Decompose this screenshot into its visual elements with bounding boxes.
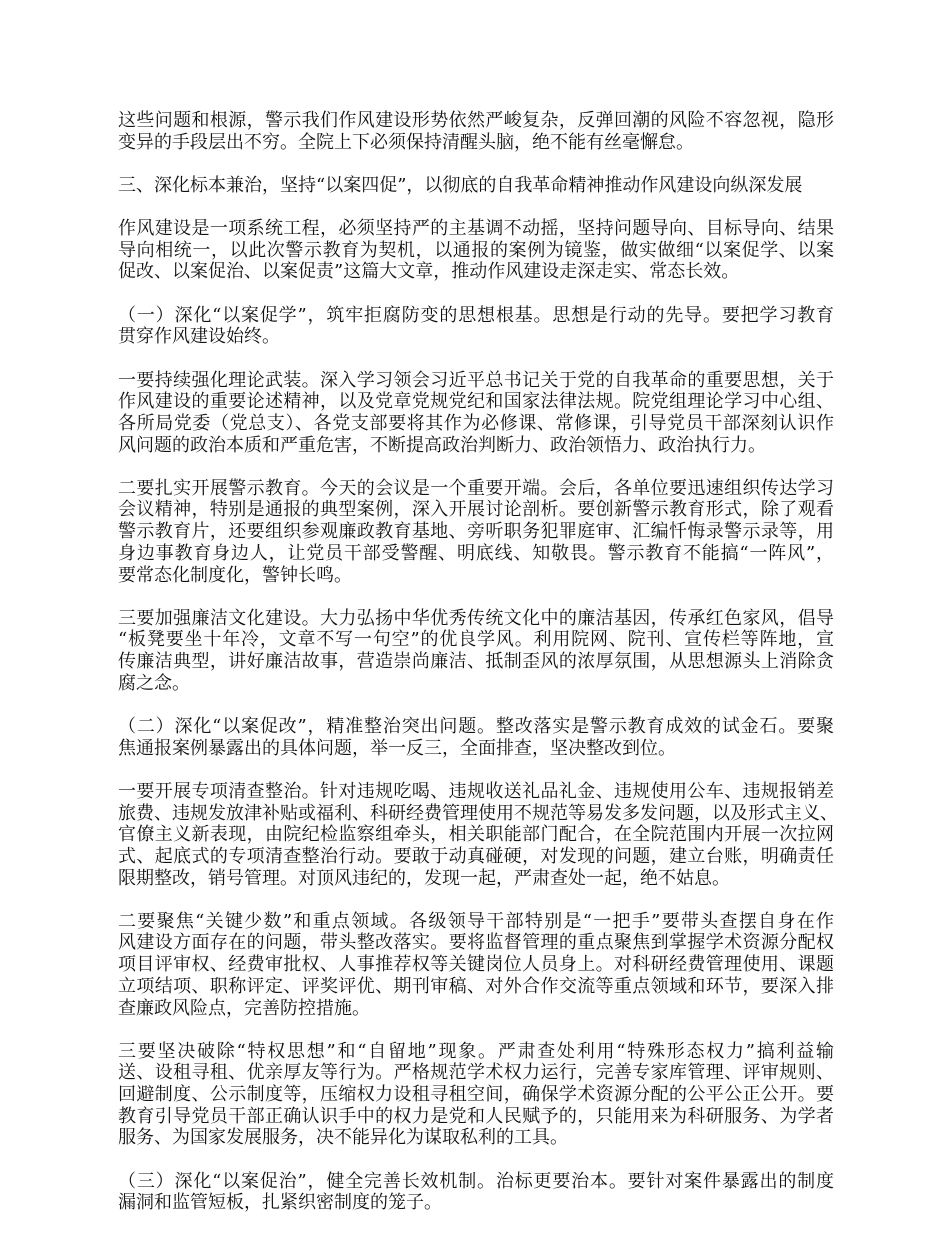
paragraph — [118, 1171, 834, 1214]
text-line: 促改、以案促治、以案促责”这篇大文章，推动作风建设走深走实、常态长效。 — [118, 261, 740, 283]
paragraph — [118, 911, 834, 1019]
text-line: 导向相统一，以此次警示教育为契机，以通报的案例为镜鉴，做实做细“以案促学、以案 — [118, 239, 834, 261]
text-line: 二要聚焦“关键少数”和重点领域。各级领导干部特别是“一把手”要带头查摆自身在作 — [118, 910, 834, 932]
text-line: 传廉洁典型，讲好廉洁故事，营造崇尚廉洁、抵制歪风的浓厚氛围，从思想源头上消除贪 — [118, 651, 834, 673]
text-line: 服务、为国家发展服务，决不能异化为谋取私利的工具。 — [118, 1127, 568, 1149]
text-line: 二要扎实开展警示教育。今天的会议是一个重要开端。会后，各单位要迅速组织传达学习 — [118, 477, 834, 499]
text-line: 三要坚决破除“特权思想”和“自留地”现象。严肃查处利用“特殊形态权力”搞利益输 — [118, 1040, 834, 1062]
text-line: 官僚主义新表现，由院纪检监察组牵头，相关职能部门配合，在全院范围内开展一次拉网 — [118, 824, 834, 846]
text-line: 三、深化标本兼治，坚持“以案四促”，以彻底的自我革命精神推动作风建设向纵深发展 — [118, 174, 803, 196]
text-line: 式、起底式的专项清查整治行动。要敢于动真碰硬，对发现的问题，建立台账，明确责任 — [118, 845, 834, 867]
text-line: 一要开展专项清查整治。针对违规吃喝、违规收送礼品礼金、违规使用公车、违规报销差 — [118, 780, 834, 802]
text-line: 教育引导党员干部正确认识手中的权力是党和人民赋予的，只能用来为科研服务、为学者 — [118, 1105, 834, 1127]
text-line: 要常态化制度化，警钟长鸣。 — [118, 564, 352, 586]
paragraph — [118, 478, 834, 586]
text-line: （二）深化“以案促改”，精准整治突出问题。整改落实是警示教育成效的试金石。要聚 — [118, 715, 834, 737]
paragraph — [118, 218, 834, 283]
text-line: 各所局党委（党总支）、各党支部要将其作为必修课、常修课，引导党员干部深刻认识作 — [118, 412, 834, 434]
text-line: 限期整改，销号管理。对顶风违纪的，发现一起，严肃查处一起，绝不姑息。 — [118, 867, 730, 889]
text-line: 风建设方面存在的问题，带头整改落实。要将监督管理的重点聚焦到掌握学术资源分配权 — [118, 932, 834, 954]
text-line: 旅费、违规发放津补贴或福利、科研经费管理使用不规范等易发多发问题，以及形式主义、 — [118, 802, 838, 824]
text-line: 这些问题和根源，警示我们作风建设形势依然严峻复杂，反弹回潮的风险不容忽视，隐形 — [118, 110, 834, 131]
text-line: 漏洞和监管短板，扎紧织密制度的笼子。 — [118, 1192, 442, 1214]
text-line: 送、设租寻租、优亲厚友等行为。严格规范学术权力运行，完善专家库管理、评审规则、 — [118, 1062, 834, 1084]
text-line: 作风建设是一项系统工程，必须坚持严的主基调不动摇，坚持问题导向、目标导向、结果 — [118, 218, 834, 240]
paragraph — [118, 305, 834, 348]
text-line: 回避制度、公示制度等，压缩权力设租寻租空间，确保学术资源分配的公平公正公开。要 — [118, 1084, 834, 1106]
paragraph — [118, 608, 834, 695]
text-line: 焦通报案例暴露出的具体问题，举一反三，全面排查，坚决整改到位。 — [118, 737, 676, 759]
text-line: 三要加强廉洁文化建设。大力弘扬中华优秀传统文化中的廉洁基因，传承红色家风，倡导 — [118, 607, 834, 629]
paragraph — [118, 110, 834, 153]
document-body — [118, 110, 838, 1236]
text-line: 项目评审权、经费审批权、人事推荐权等关键岗位人员身上。对科研经费管理使用、课题 — [118, 954, 834, 976]
text-line: 风问题的政治本质和严重危害，不断提高政治判断力、政治领悟力、政治执行力。 — [118, 434, 766, 456]
paragraph — [118, 780, 838, 889]
text-line: 作风建设的重要论述精神，以及党章党规党纪和国家法律法规。院党组理论学习中心组、 — [118, 391, 834, 413]
text-line: 变异的手段层出不穷。全院上下必须保持清醒头脑，绝不能有丝毫懈怠。 — [118, 131, 694, 153]
text-line: “板凳要坐十年冷，文章不写一句空”的优良学风。利用院网、院刊、宣传栏等阵地，宣 — [118, 629, 834, 651]
text-line: （一）深化“以案促学”，筑牢拒腐防变的思想根基。思想是行动的先导。要把学习教育 — [118, 304, 834, 326]
section-heading — [118, 175, 834, 197]
paragraph — [118, 370, 834, 457]
text-line: 贯穿作风建设始终。 — [118, 326, 280, 348]
text-line: 立项结项、职称评定、评奖评优、期刊审稿、对外合作交流等重点领域和环节，要深入排 — [118, 975, 834, 997]
text-line: 警示教育片，还要组织参观廉政教育基地、旁听职务犯罪庭审、汇编忏悔录警示录等，用 — [118, 521, 834, 543]
text-line: 身边事教育身边人，让党员干部受警醒、明底线、知敬畏。警示教育不能搞“一阵风”， — [118, 542, 834, 564]
text-line: （三）深化“以案促治”，健全完善长效机制。治标更要治本。要针对案件暴露出的制度 — [118, 1170, 834, 1192]
text-line: 查廉政风险点，完善防控措施。 — [118, 997, 370, 1019]
paragraph — [118, 1041, 834, 1149]
text-line: 会议精神，特别是通报的典型案例，深入开展讨论剖析。要创新警示教育形式，除了观看 — [118, 499, 834, 521]
paragraph — [118, 716, 834, 759]
text-line: 一要持续强化理论武装。深入学习领会习近平总书记关于党的自我革命的重要思想，关于 — [118, 369, 834, 391]
text-line: 腐之念。 — [118, 672, 190, 694]
